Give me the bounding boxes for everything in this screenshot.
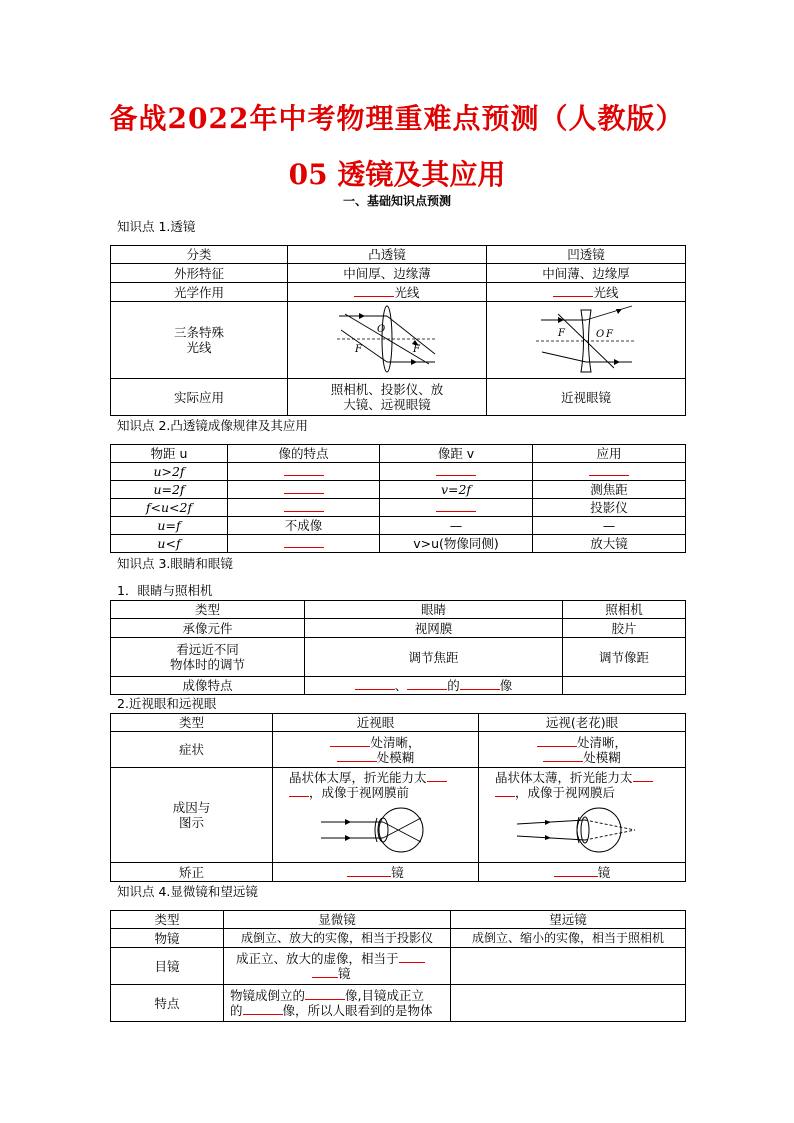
fill-blank: [460, 678, 500, 690]
row-label: 光学作用: [111, 283, 288, 302]
imaging-table: [110, 444, 686, 553]
cell-text: ，成像于视网膜后: [515, 785, 616, 800]
fill-blank: [355, 678, 395, 690]
table-cell: 成倒立、放大的实像，相当于投影仪: [224, 929, 451, 948]
table-cell: 中间薄、边缘厚: [487, 264, 686, 283]
table-cell: [288, 283, 487, 302]
section-heading: 一、基础知识点预测: [342, 194, 451, 208]
row-label: 物镜: [111, 929, 224, 948]
header-cell: 分类: [111, 246, 288, 264]
fill-blank: [407, 678, 447, 690]
fill-blank: [337, 750, 377, 762]
cell-text: 处清晰，: [370, 734, 421, 750]
table-cell: [479, 732, 686, 768]
lens-center-label: O: [377, 323, 386, 335]
hyperopia-eye-diagram: [517, 804, 647, 856]
table-cell: [380, 463, 533, 481]
table-cell: [228, 481, 380, 499]
table-cell: 视网膜: [305, 619, 563, 638]
label-line: 物体时的调节: [169, 657, 245, 672]
fill-blank: [289, 785, 309, 797]
fill-blank: [305, 988, 345, 1000]
cell-text: ，成像于视网膜前: [309, 785, 410, 800]
header-cell: 像的特点: [228, 445, 380, 463]
cell-text: 的: [230, 1003, 243, 1018]
table-cell: [228, 499, 380, 517]
cell-line: [275, 750, 476, 765]
table-cell: [451, 948, 686, 985]
cell-text: 镜: [338, 966, 351, 981]
header-cell: 像距 v: [380, 445, 533, 463]
row-label: [111, 768, 273, 863]
row-label: 目镜: [111, 948, 224, 985]
cell-line: [481, 750, 683, 765]
cell-text: 的: [447, 678, 460, 693]
eye-camera-table: [110, 600, 686, 695]
fill-blank: [553, 285, 593, 297]
table-cell: u=f: [111, 517, 228, 535]
fill-blank: [312, 966, 338, 978]
table-cell: [228, 463, 380, 481]
table-cell: [224, 985, 451, 1022]
fill-blank: [554, 865, 598, 877]
convex-lens-diagram: [337, 304, 437, 374]
cell-line: [275, 735, 476, 750]
row-label: 外形特征: [111, 264, 288, 283]
k1-heading: 知识点 1.透镜: [117, 219, 196, 234]
table-cell: 近视眼镜: [487, 379, 686, 416]
header-cell: 远视(老花)眼: [479, 714, 686, 732]
row-label: [111, 638, 305, 677]
fill-blank: [427, 770, 447, 782]
fill-blank: [354, 285, 394, 297]
k3-subheading: 1．眼睛与照相机: [117, 583, 213, 598]
cell-text: 处模糊: [583, 749, 621, 765]
table-cell: 胶片: [563, 619, 686, 638]
lens-center-label: O: [596, 328, 605, 340]
cell-text: 、: [394, 678, 408, 693]
table-cell: 调节像距: [563, 638, 686, 677]
cell-text: 成正立、放大的虚像，相当于: [236, 951, 399, 966]
table-cell: u<f: [111, 535, 228, 553]
cell-text: 像: [499, 678, 513, 693]
k3-heading: 知识点 3.眼睛和眼镜: [117, 556, 233, 571]
microscope-telescope-table: [110, 910, 686, 1022]
focus-label: F: [413, 343, 420, 355]
cell-line: [230, 988, 448, 1003]
label-line: 三条特殊: [173, 325, 224, 340]
cell-text: 处清晰，: [576, 734, 627, 750]
cell-text: 处模糊: [376, 749, 415, 765]
fill-blank: [436, 500, 476, 512]
fill-blank: [633, 770, 653, 782]
header-cell: 物距 u: [111, 445, 228, 463]
header-cell: 凹透镜: [487, 246, 686, 264]
table-cell: 成倒立、缩小的实像，相当于照相机: [451, 929, 686, 948]
fill-blank: [589, 464, 629, 476]
table-cell: 投影仪: [533, 499, 686, 517]
cell-text: 光线: [394, 284, 420, 300]
cell-text: 像，所以人眼看到的是物体: [282, 1003, 433, 1018]
table-cell: [563, 677, 686, 695]
label-line: 光线: [186, 340, 212, 355]
cell-line: [275, 770, 476, 785]
cell-line: [275, 785, 476, 800]
label-line: 成因与: [172, 800, 211, 815]
table-cell: [273, 863, 479, 882]
table-cell: u=2f: [111, 481, 228, 499]
table-cell: —: [533, 517, 686, 535]
table-cell: [305, 677, 563, 695]
fill-blank: [284, 482, 324, 494]
row-label: 承像元件: [111, 619, 305, 638]
table-cell: [479, 768, 686, 863]
cell-text: 晶状体太厚，折光能力太: [289, 770, 427, 785]
table-cell: [451, 985, 686, 1022]
focus-label: F: [355, 343, 362, 355]
header-cell: 类型: [111, 601, 305, 619]
header-cell: 望远镜: [451, 911, 686, 929]
row-label: 症状: [111, 732, 273, 768]
fill-blank: [495, 785, 515, 797]
header-cell: 照相机: [563, 601, 686, 619]
row-label: 特点: [111, 985, 224, 1022]
fill-blank: [284, 536, 324, 548]
header-cell: 类型: [111, 714, 273, 732]
k3-subheading: 2.近视眼和远视眼: [117, 696, 217, 711]
fill-blank: [243, 1003, 283, 1015]
fill-blank: [330, 735, 370, 747]
table-cell: v=2f: [380, 481, 533, 499]
cell-line: [230, 951, 448, 966]
cell-text: 像,目镜成正立: [345, 988, 424, 1003]
table-cell: 不成像: [228, 517, 380, 535]
fill-blank: [537, 735, 577, 747]
table-cell: —: [380, 517, 533, 535]
table-cell: 测焦距: [533, 481, 686, 499]
table-cell: [487, 283, 686, 302]
fill-blank: [284, 464, 324, 476]
table-cell: [224, 948, 451, 985]
cell-line: [230, 1003, 448, 1018]
fill-blank: [543, 750, 583, 762]
row-label: 矫正: [111, 863, 273, 882]
header-cell: 凸透镜: [288, 246, 487, 264]
header-cell: 近视眼: [273, 714, 479, 732]
fill-blank: [284, 500, 324, 512]
concave-lens-diagram: [536, 304, 636, 374]
fill-blank: [347, 865, 391, 877]
concave-diagram-cell: [487, 302, 686, 379]
cell-line: [481, 785, 683, 800]
cell-text: 光线: [593, 284, 619, 300]
table-cell: 调节焦距: [305, 638, 563, 677]
table-cell: [288, 379, 487, 416]
cell-text: 物镜成倒立的: [230, 988, 306, 1003]
k2-heading: 知识点 2.凸透镜成像规律及其应用: [117, 418, 308, 433]
row-label: 成像特点: [111, 677, 305, 695]
row-label: 实际应用: [111, 379, 288, 416]
cell-text: 镜: [391, 864, 404, 880]
cell-line: [230, 966, 448, 981]
page-title: 备战2022年中考物理重难点预测（人教版）: [109, 102, 685, 135]
table-cell: [228, 535, 380, 553]
header-cell: 显微镜: [224, 911, 451, 929]
cell-line: 照相机、投影仪、放: [330, 382, 444, 397]
page-subtitle: 05 透镜及其应用: [288, 158, 506, 191]
fill-blank: [436, 464, 476, 476]
cell-line: [481, 770, 683, 785]
cell-text: 镜: [597, 864, 611, 880]
label-line: 图示: [178, 815, 204, 830]
cell-line: 大镜、远视眼镜: [343, 397, 431, 412]
cell-text: 晶状体太薄，折光能力太: [495, 770, 633, 785]
table-cell: [380, 499, 533, 517]
focus-label: F: [558, 327, 565, 339]
table-cell: [479, 863, 686, 882]
header-cell: 类型: [111, 911, 224, 929]
table-cell: [273, 732, 479, 768]
cell-line: [481, 735, 683, 750]
table-cell: 放大镜: [533, 535, 686, 553]
label-line: 看远近不同: [176, 642, 239, 657]
myopia-eye-diagram: [321, 804, 431, 856]
header-cell: 眼睛: [305, 601, 563, 619]
table-cell: [533, 463, 686, 481]
table-cell: u>2f: [111, 463, 228, 481]
fill-blank: [399, 951, 425, 963]
header-cell: 应用: [533, 445, 686, 463]
row-label: [111, 302, 288, 379]
focus-label: F: [606, 328, 613, 340]
table-cell: 中间厚、边缘薄: [288, 264, 487, 283]
table-cell: [273, 768, 479, 863]
lens-table: [110, 245, 686, 416]
k4-heading: 知识点 4.显微镜和望远镜: [117, 884, 258, 899]
table-cell: f<u<2f: [111, 499, 228, 517]
convex-diagram-cell: [288, 302, 487, 379]
vision-table: [110, 713, 686, 882]
table-cell: v>u(物像同侧): [380, 535, 533, 553]
